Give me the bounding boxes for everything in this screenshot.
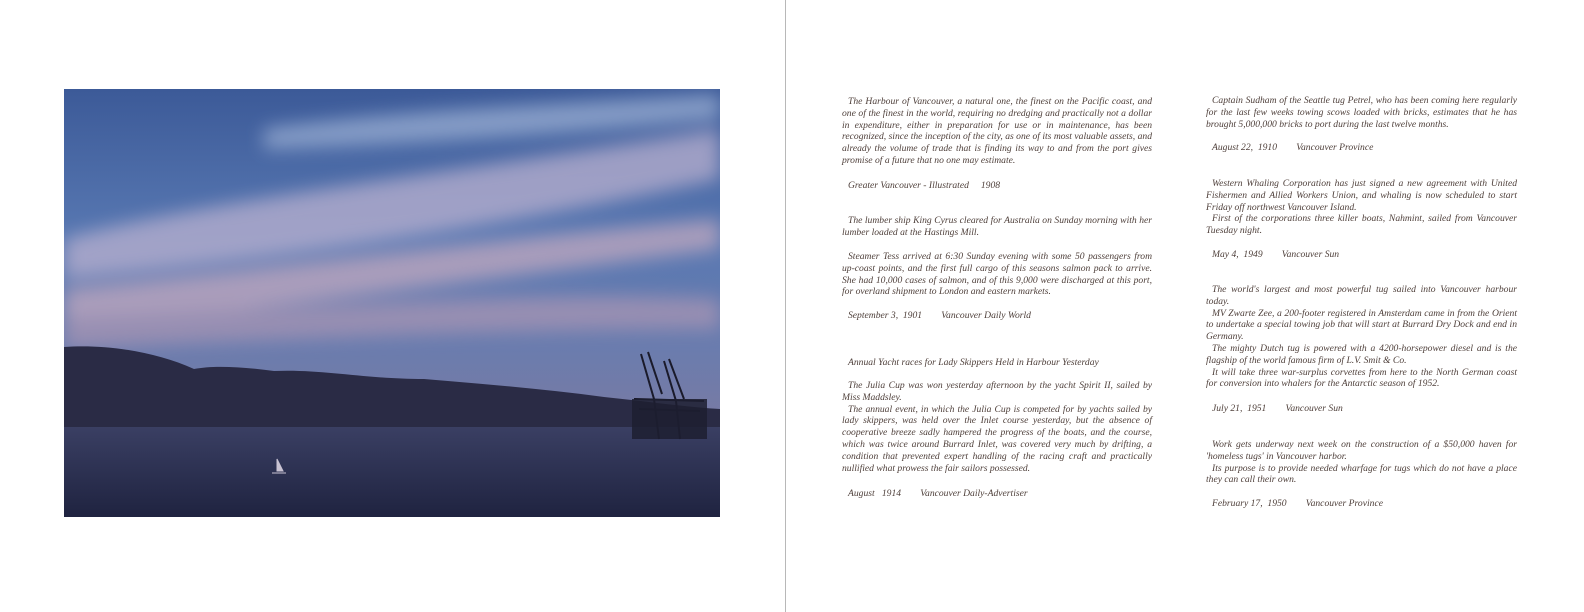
quote-tug-petrel — [1206, 95, 1517, 130]
source-line: February 17, 1950 Vancouver Province — [1212, 498, 1383, 509]
paragraph: It will take three war-surplus corvettes from here to the North German coast for conversion into whalers for the Antarctic season of 1952. — [1206, 366, 1517, 390]
headline: Annual Yacht races for Lady Skippers Held in Harbour Yesterday — [848, 357, 1099, 368]
paragraph: The mighty Dutch tug is powered with a 4200-horsepower diesel and is the flagship of the world famous firm of L.V. Smit & Co. — [1206, 342, 1517, 366]
paragraph: Steamer Tess arrived at 6:30 Sunday evening with some 50 passengers from up-coast points, and the first full cargo of this seasons salmon pack to arrive. She had 10,000 cases of salmon, and of this 9,000 were discharged at this port, for overland shipment to London and eastern markets. — [842, 251, 1152, 298]
source-line: May 4, 1949 Vancouver Sun — [1212, 249, 1340, 260]
source-line: September 3, 1901 Vancouver Daily World — [848, 310, 1031, 321]
paragraph: The annual event, in which the Julia Cup is competed for by yachts sailed by lady skippers, was held over the Inlet course yesterday, but the absence of cooperative breeze sadly hampered the progress of the boats, and the course, which was twice around Burrard Inlet, was covered very much by drifting, a condition that prevented expert handling of the racing craft and practically nullified what prowess the fair sailors possessed. — [842, 403, 1152, 474]
quote-king-cyrus — [842, 215, 1152, 239]
source-line: August 22, 1910 Vancouver Province — [1212, 142, 1374, 153]
harbour-photo — [64, 89, 720, 517]
paragraph: MV Zwarte Zee, a 200-footer registered in Amsterdam came in from the Orient to undertake a special towing job that will start at Burrard Dry Dock and end in Germany. — [1206, 307, 1517, 343]
paragraph: Captain Sudham of the Seattle tug Petrel, who has been coming here regularly for the last few weeks towing scows loaded with bricks, estimates that he has brought 5,000,000 bricks to port during the last twelve months. — [1206, 95, 1517, 130]
quote-western-whaling — [1206, 178, 1517, 237]
source-line: July 21, 1951 Vancouver Sun — [1212, 403, 1343, 414]
paragraph: Its purpose is to provide needed wharfage for tugs which do not have a place they can call their own. — [1206, 462, 1517, 486]
source-line: August 1914 Vancouver Daily-Advertiser — [848, 488, 1028, 499]
paragraph: The Julia Cup was won yesterday afternoon by the yacht Spirit II, sailed by Miss Maddsley. — [842, 380, 1152, 403]
paragraph: Work gets underway next week on the construction of a $50,000 haven for 'homeless tugs' in Vancouver harbor. — [1206, 439, 1517, 462]
paragraph: Western Whaling Corporation has just signed a new agreement with United Fishermen and Allied Workers Union, and whaling is now scheduled to start Friday off northwest Vancouver Island. — [1206, 178, 1517, 213]
quote-steamer-tess — [842, 251, 1152, 298]
page-gutter — [785, 0, 786, 612]
quote-zwarte-zee — [1206, 284, 1517, 390]
quote-homeless-tugs — [1206, 439, 1517, 486]
source-line: Greater Vancouver - Illustrated 1908 — [848, 180, 1001, 191]
harbour-dusk-image — [64, 89, 720, 517]
quote-harbour — [842, 96, 1152, 167]
paragraph: The world's largest and most powerful tug sailed into Vancouver harbour today. — [1206, 284, 1517, 307]
quote-julia-cup — [842, 380, 1152, 474]
paragraph: First of the corporations three killer boats, Nahmint, sailed from Vancouver Tuesday night. — [1206, 213, 1517, 237]
paragraph: The lumber ship King Cyrus cleared for Australia on Sunday morning with her lumber loaded at the Hastings Mill. — [842, 215, 1152, 238]
paragraph: The Harbour of Vancouver, a natural one, the finest on the Pacific coast, and one of the finest in the world, requiring no dredging and practically not a dollar in expenditure, either in preparation for use or in maintenance, has been recognized, since the inception of the city, as one of its most valuable assets, and already the volume of trade that is finding its way to and from the port gives promise of a future that no one may estimate. — [842, 96, 1152, 166]
